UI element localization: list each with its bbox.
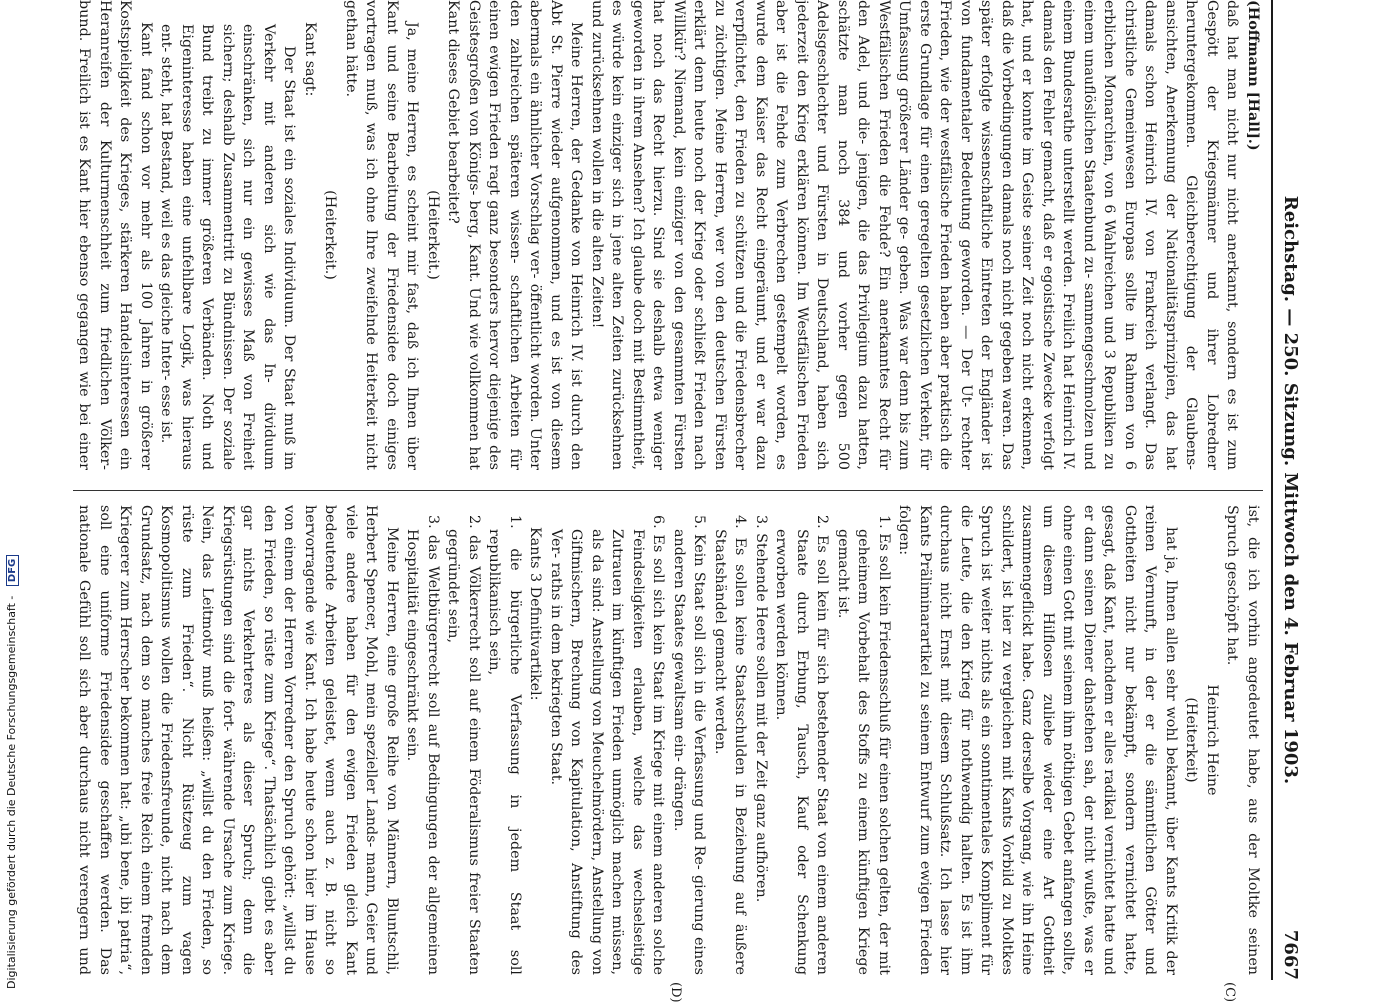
list-item: 1. Es soll kein Friedensschluß für einen solchen gelten, der mit geheimem Vorbehalt des Stoffs zu einem künftigen Kriege gemacht ist. — [835, 515, 892, 975]
interjection: (Heiterkeit.) — [425, 190, 441, 280]
list-item: 2. Es soll kein für sich bestehender Staat von einem anderen Staate durch Erbung, Tausch, Kauf oder Schenkung erworben werden können. — [773, 515, 831, 975]
paragraph: ist, die ich vorhin angedeutet habe, aus der Moltke seinen Spruch geschöpft hat. — [1224, 505, 1261, 975]
paragraph: hat ja, Ihnen allen sehr wohl bekannt, über Kants Kritik der reinen Vernunft, in der er die sämmtlichen Götter und Gottheiten nicht nur bekämpft, sondern vernichtet hatte, gesagt, daß Kant, nachdem er alles radikal vernichtet hatte und er dann seinen Diener dahstehen sah, der nicht wußte, was er ohne einen Gott mit seinem ihm nöthigen Gebet anfangen sollte, um diesem Hilflosen zuliebe wieder eine Art Gottheit zusammengeflickt habe. Ganz derselbe Vorgang, wie ihn Heine schildert, ist hier zu vergleichen mit Kants Vorbild zu Moltkes Spruch ist weiter nichts als ein sonntimentales Kompliment für die Leute, die den Krieg für nothwendig halten. Es ist ihm durchaus nicht Ernst mit diesem Schlußsatz. Ich lasse hier Kants Präliminarartikel zu seinem Entwurf zum ewigen Frieden folgen: — [896, 505, 1179, 975]
margin-marker-d: (D) — [668, 982, 683, 1003]
paragraph: Kant fand schon vor mehr als 100 Jahren in größerer Kostspieligkeit des Krieges, stärkeren Handelsinteressen ein Heranreifen der Kulturmenschheit zum friedlichen Völker- bund. Freilich ist es Kant hier ebenso gegangen wie bei einer — [76, 0, 154, 470]
heading-name: Heinrich Heine — [1204, 684, 1220, 796]
speaker-name: (Hoffmann [Hall].) — [1245, 0, 1261, 151]
left-column — [73, 0, 1263, 470]
paragraph: Kants 3 Definitivartikel: — [527, 527, 544, 701]
paragraph: Kant sagt: — [302, 22, 318, 97]
list-item: 3. Stehende Heere sollen mit der Zeit ganz aufhören. — [753, 515, 769, 903]
page-number: 7667 — [1280, 929, 1301, 980]
paragraph: Meine Herren, der Gedanke von Heinrich IV. ist durch den Abt St. Pierre wieder aufgenommen, und es ist von diesem abermals ein ähnlicher Vorschlag ver- öffentlicht worden. Unter den zahlreichen späteren wissen- schaftlichen Arbeiten für einen ewigen Frieden ragt ganz besonders hervor diejenige des Geistesgroßen von Königs- berg, Kant. Und wie vollkommen hat Kant dieses Gebiet bearbeitet? — [445, 0, 585, 470]
list-item: 2. das Völkerrecht soll auf einem Föderalismus freier Staaten gegründet sein, — [445, 515, 482, 975]
footer-strip — [0, 0, 24, 1000]
list-item: 6. Es soll sich kein Staat im Kriege mit einem anderen solche Feindseligkeiten erlauben, welche das wechselseitige Zutrauen im künftigen Frieden unmöglich machen müssen, als da sind: Anstellung von Meuchelmördern, Anstellung von Giftmischern, Brechung von Kapitulation, Anstiftung des Ver- raths in dem bekriegten Staat. — [548, 515, 667, 975]
footer-credit — [5, 9, 19, 989]
margin-marker-c: (C) — [1222, 982, 1237, 1003]
scanned-page — [73, 0, 1303, 1003]
header-title: Reichstag. — 250. Sitzung. Mittwoch den 4. Februar 1903. — [1280, 195, 1301, 785]
list-item: 1. die bürgerliche Verfassung in jedem Staat soll republikanisch sein, — [486, 515, 523, 975]
paragraph: Ja, meine Herren, es scheint mir fast, daß ich Ihnen über Kant und seine Bearbeitung der Friedensidee doch einiges vortragen muß, was ich ohne Ihre zweifelnde Heiterkeit nicht gethan hätte. — [343, 0, 421, 470]
paragraph: Meine Herren, eine große Reihe von Männern, Bluntschli, Herbert Spencer, Mohl, mein spezieller Lands- mann, Geier und viele andere haben für den ewigen Frieden gleich Kant bedeutende Arbeiten geleistet, wenn auch z. B. nicht so hervorragende wie Kant. Ich habe heute schon hier im Hause von einem der Herren Vorredner den Spruch gehört: „willst du den Frieden, so rüste zum Kriege“. Thatsächlich giebt es aber gar nichts Verkehrteres als dieser Spruch; denn die Kriegsrüstungen sind die fort- währende Ursache zum Kriege. Nein, das Leitmotiv muß heißen: „willst du den Frieden, so rüste zum Frieden“. Nicht Rüstzeug zum vagen Kosmopolitismus wollen die Friedensfreunde, nicht nach dem Grundsatz, nach dem so manches freie Reich einem fremden Kriegerer zum Herrscher bekommen hat: „ubi bene, ibi patria“, soll eine uniforme Friedensidee geschaffen werden. Das nationale Gefühl soll sich aber durchaus nicht verengern und — [76, 505, 400, 975]
page-header — [1271, 0, 1303, 980]
right-column — [73, 505, 1263, 975]
list-item: 4. Es sollen keine Staatsschulden in Beziehung auf äußere Staatshändel gemacht werden. — [712, 515, 749, 975]
quotation: Der Staat ist ein soziales Individuum. Der Staat muß im Verkehr mit anderen sich wie das In- dividuum einschränken, sich nur ein gewisses Maß von Freiheit sichern; deshalb Zusammentritt zu Bündnissen. Der soziale Bund treibt zu immer größeren Verbänden. Noth und Eigeninteresse haben eine unfehlbare Logik, was hieraus ent- steht, hat Bestand, weil es das gleiche Inter- esse ist. — [158, 24, 298, 470]
list-item: 5. Kein Staat soll sich in die Verfassung und Re- gierung eines anderen Staates gewaltsam ein- drängen. — [671, 515, 708, 975]
dfg-logo: DFG — [6, 555, 19, 586]
interjection: (Heiterkeit) — [1183, 697, 1200, 783]
interjection: (Heiterkeit.) — [322, 190, 339, 280]
paragraph: daß hat man nicht nur nicht anerkannt, sondern es ist zum Gespött der Kriegsmänner und ihrer Lobredner heruntergekommen. Gleichberechtigung der Glaubens- ansichten, Anerkennung der Nationalitätsprinzipien, das hat damals schon Heinrich IV. von Frankreich verlangt. Das christliche Gemeinwesen Europas sollte im Rahmen von 6 erblichen Monarchien, von 6 Wahlreichen und 3 Republiken zu einem unauflöslichen Staatenbund zu- sammengeschmolzen und einem Bundesrathe unterstellt werden. Freilich hat Heinrich IV. damals den Fehler gemacht, daß er egoistische Zwecke verfolgt hat, und er konnte im Geiste seiner Zeit noch nicht erkennen, daß die Vorbedingungen damals noch nicht gegeben waren. Das später erfolgte wissenschaftliche Eintreten der Engländer ist von fundamentaler Bedeutung geworden. — Der Ut- rechter Frieden, wie der westfälische Frieden haben aber praktisch die erste Grundlage für einen geregelten gesetzlichen Verkehr, für Umfassung größerer Länder ge- geben. Was war denn bis zum Westfälischen Frieden die Fehde? Ein anerkanntes Recht für den Adel, und die- jenigen, die das Privilegium dazu hatten, schätzte man noch 384 und vorher gegen 500 Adelsgeschlechter und Fürsten in Deutschland, haben sich jederzeit den Krieg erklären können. Im Westfälischen Frieden aber ist die Fehde zum Verbrechen gestempelt worden, es wurde dem Kaiser das Recht eingeräumt, und er war dazu verpflichtet, den Frieden zu schützen und die Friedensbrecher zu züchtigen. Meine Herren, wer von den deutschen Fürsten erklärt denn heute noch der Krieg oder schließt Frieden nach Willkür? Niemand, kein einziger von den gesammten Fürsten hat noch das Recht hierzu. Sind sie deshalb etwa weniger geworden in ihrem Ansehen? Ich glaube doch mit Bestimmtheit, es würde kein einziger sich in jene alten Zeiten zurücksehnen und zurücksehnen wollen in die alten Zeiten! — [589, 0, 1241, 470]
list-item: 3. das Weltbürgerrecht soll auf Bedingungen der allgemeinen Hospitalität eingeschränkt sein. — [404, 515, 441, 975]
column-divider — [73, 490, 1263, 491]
footer-text: Digitalisierung gefördert durch die Deutsche Forschungsgemeinschaft - — [5, 595, 18, 989]
